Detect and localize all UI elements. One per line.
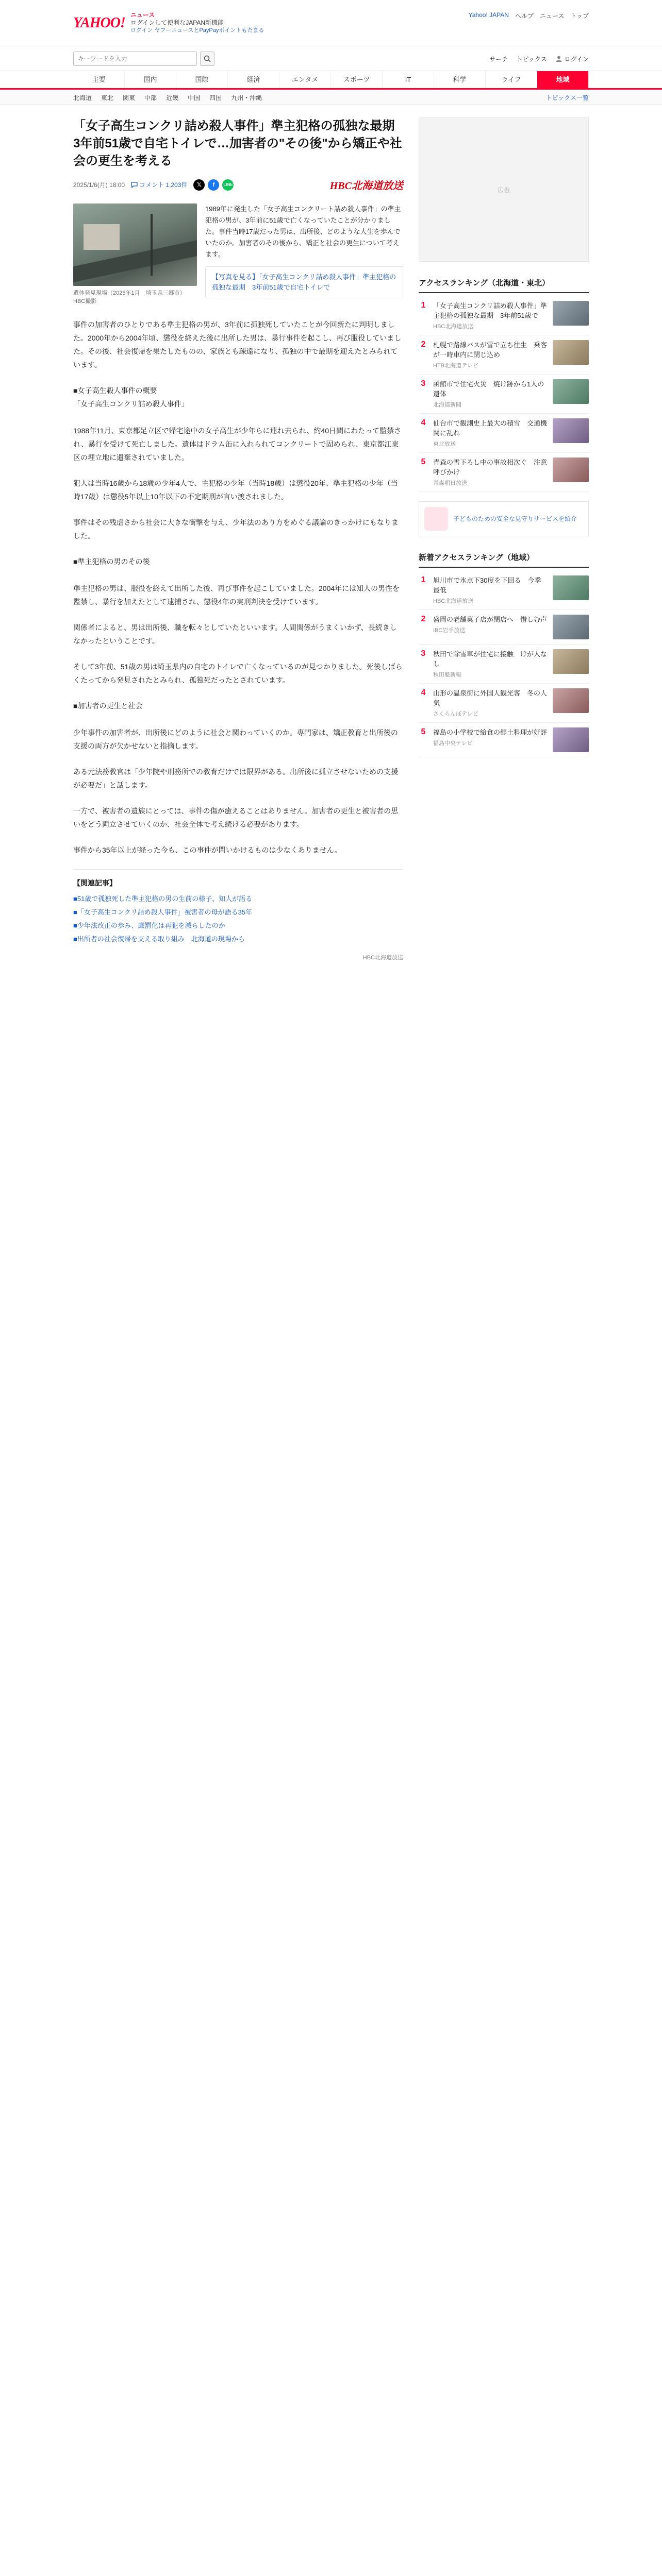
logo-area[interactable] <box>73 11 264 35</box>
ad-label: 広告 <box>497 186 510 194</box>
banner-text: 子どものための安全な見守りサービスを紹介 <box>453 515 577 522</box>
access-ranking <box>419 277 589 492</box>
related-links <box>73 869 403 945</box>
related-link[interactable]: ■少年法改正の歩み、厳罰化は再犯を減らしたのか <box>73 922 225 929</box>
rank-thumbnail <box>553 688 589 713</box>
ranking-item[interactable] <box>419 610 589 645</box>
rank-number: 5 <box>421 727 426 736</box>
search-input[interactable] <box>73 52 197 66</box>
share-x-icon[interactable]: 𝕏 <box>193 179 205 191</box>
lead-text-column <box>205 204 403 306</box>
ranking-item[interactable] <box>419 684 589 723</box>
promo-banner[interactable] <box>419 501 589 536</box>
photo-pole <box>151 214 153 276</box>
ranking-item[interactable] <box>419 645 589 684</box>
subnav-chugoku[interactable]: 中国 <box>188 94 201 101</box>
rank-source: 東北放送 <box>433 441 456 447</box>
gnav-item-it[interactable]: IT <box>383 71 434 88</box>
rank-source: 北海道新聞 <box>433 402 461 408</box>
search-form <box>73 52 214 66</box>
right-tools <box>489 55 589 63</box>
rank-number: 3 <box>421 379 426 388</box>
comment-link[interactable] <box>131 180 187 189</box>
header-link-help[interactable]: ヘルプ <box>515 12 534 20</box>
rank-body <box>433 615 548 639</box>
yahoo-logo[interactable]: YAHOO! <box>73 14 125 31</box>
rank-title: 秋田で除雪車が住宅に接触 けが人なし <box>433 650 548 668</box>
global-nav <box>0 71 662 90</box>
article-paragraph: ■準主犯格の男のその後 準主犯格の男は、服役を終えて出所した後、再び事件を起こしていました。2004年には知人の男性を監禁し、暴行を加えたとして逮捕され、懲役4年の実刑判決を受けています。 <box>73 557 400 606</box>
rank-body <box>433 575 548 605</box>
related-heading: 【関連記事】 <box>73 879 117 887</box>
gnav-item-economy[interactable]: 経済 <box>228 71 279 88</box>
rank-thumbnail <box>553 615 589 639</box>
rank-source: HTB北海道テレビ <box>433 363 478 369</box>
tool-search[interactable] <box>489 55 508 63</box>
article-lead <box>73 204 403 306</box>
top-header <box>0 0 662 46</box>
site-name: ニュース <box>130 11 155 19</box>
rank-title: 福島の小学校で給食の郷土料理が好評 <box>433 728 548 736</box>
rank-title: 「女子高生コンクリ詰め殺人事件」準主犯格の孤独な最期 3年前51歳で <box>433 302 547 319</box>
search-icon <box>204 55 211 62</box>
sidebar-ad[interactable] <box>419 117 589 262</box>
rank-body <box>433 688 548 718</box>
article-paragraph: 事件はその残虐さから社会に大きな衝撃を与え、少年法のあり方をめぐる議論のきっかけにもなりました。 <box>73 518 399 540</box>
tagline: ログインして便利なJAPAN新機能 <box>130 19 224 26</box>
rank-title: 盛岡の老舗菓子店が閉店へ 惜しむ声 <box>433 616 548 623</box>
share-buttons <box>193 179 234 191</box>
header-links <box>469 11 589 20</box>
article-paragraph: 関係者によると、男は出所後、職を転々としていたといいます。人間関係がうまくいかず、長続きしなかったということです。 <box>73 623 397 645</box>
article-credit: HBC北海道放送 <box>362 955 403 961</box>
rank-title: 仙台市で観測史上最大の積雪 交通機関に乱れ <box>433 419 548 437</box>
gnav-item-domestic[interactable]: 国内 <box>125 71 176 88</box>
rank-thumbnail <box>553 418 589 443</box>
rank-thumbnail <box>553 575 589 600</box>
sidebar <box>419 117 589 961</box>
photo-caption: 遺体発見現場（2025年1月 埼玉県三郷市）HBC撮影 <box>73 290 186 304</box>
source-name: HBC北海道放送 <box>329 180 403 192</box>
rank-body <box>433 457 548 487</box>
photo-house <box>84 224 120 250</box>
article-paragraph: そして3年前、51歳の男は埼玉県内の自宅のトイレで亡くなっているのが見つかりました。死後しばらくたってから発見されたとみられ、孤独死だったとされています。 <box>73 663 403 684</box>
rank-thumbnail <box>553 649 589 674</box>
rank-title: 札幌で路線バスが雪で立ち往生 乗客が一時車内に閉じ込め <box>433 341 548 359</box>
rank-thumbnail <box>553 379 589 404</box>
header-link-news[interactable]: ニュース <box>539 12 565 20</box>
related-link[interactable]: ■出所者の社会復帰を支える取り組み 北海道の現場から <box>73 935 245 943</box>
rank-title: 山形の温泉街に外国人観光客 冬の人気 <box>433 689 548 707</box>
ranking-item[interactable] <box>419 453 589 492</box>
subnav-tohoku[interactable]: 東北 <box>101 94 114 101</box>
gnav-item-world[interactable]: 国際 <box>176 71 228 88</box>
article-meta <box>73 177 403 192</box>
banner-icon <box>424 507 448 531</box>
lead-related-link[interactable]: 【写真を見る】「女子高生コンクリ詰め殺人事件」準主犯格の孤独な最期 3年前51歳で自宅トイレで <box>205 266 403 298</box>
rank-title: 旭川市で氷点下30度を下回る 今季最低 <box>433 577 541 594</box>
rank-body <box>433 379 548 409</box>
article-paragraph: 一方で、被害者の遺族にとっては、事件の傷が癒えることはありません。加害者の更生と被害者の思いをどう両立させていくのか、社会全体で考え続ける必要があります。 <box>73 807 399 828</box>
ranking-item[interactable] <box>419 571 589 610</box>
rank-source: 秋田魁新報 <box>433 672 461 678</box>
gnav-item-life[interactable]: ライフ <box>486 71 537 88</box>
rank-title: 青森の雪下ろし中の事故相次ぐ 注意呼びかけ <box>433 459 548 476</box>
login-label: ログイン <box>564 55 589 63</box>
rank-source: 福島中央テレビ <box>433 740 473 747</box>
logo-subtitle <box>130 11 264 35</box>
gnav-item-science[interactable]: 科学 <box>434 71 486 88</box>
rank-thumbnail <box>553 727 589 752</box>
gnav-item-entertainment[interactable]: エンタメ <box>279 71 331 88</box>
share-line-icon[interactable]: LINE <box>222 179 234 191</box>
rank-thumbnail <box>553 457 589 482</box>
ranking-item[interactable] <box>419 414 589 453</box>
rank-number: 4 <box>421 418 426 427</box>
rank-body <box>433 418 548 448</box>
subnav-kyushu[interactable]: 九州・沖縄 <box>231 94 262 101</box>
gnav-item-main[interactable]: 主要 <box>73 71 125 88</box>
header-link-top[interactable]: トップ <box>570 12 589 20</box>
lead-photo-column <box>73 204 197 306</box>
rank-body <box>433 301 548 330</box>
ranking-item[interactable] <box>419 375 589 414</box>
rank-thumbnail <box>553 301 589 326</box>
gnav-item-local[interactable]: 地域 <box>537 71 589 88</box>
subnav-shikoku[interactable]: 四国 <box>209 94 222 101</box>
source-logo[interactable] <box>330 177 403 192</box>
article-date: 2025/1/6(月) 18:00 <box>73 181 125 189</box>
comment-icon <box>131 182 138 188</box>
lead-paragraph: 1989年に発生した「女子高生コンクリート詰め殺人事件」の準主犯格の男が、3年前に51歳で亡くなっていたことが分かりました。事件当時17歳だった男は、出所後、どのような人生を歩んでいたのか。加害者のその後から、矯正と社会の更生について考えます。 <box>205 205 401 258</box>
subnav-hokkaido[interactable]: 北海道 <box>73 94 92 101</box>
related-link[interactable]: ■「女子高生コンクリ詰め殺人事件」被害者の母が語る35年 <box>73 908 253 916</box>
rank-number: 5 <box>421 457 426 466</box>
ranking-item[interactable] <box>419 723 589 757</box>
rank-body <box>433 340 548 369</box>
rank-body <box>433 649 548 679</box>
rank-source: 青森朝日放送 <box>433 480 467 486</box>
article-paragraph: ■女子高生殺人事件の概要 「女子高生コンクリ詰め殺人事件」 1988年11月、東京都足立区で帰宅途中の女子高生が少年らに連れ去られ、約40日間にわたって監禁され、暴行を受けて死亡しました。遺体はドラム缶に入れられてコンクリートで固められ、東京都江東区の埋立地に遺棄されていました。 <box>73 386 402 462</box>
rank-source: HBC北海道放送 <box>433 324 474 330</box>
article-paragraph: ■加害者の更生と社会 少年事件の加害者が、出所後にどのように社会と関わっていくのか。専門家は、矯正教育と出所後の支援の両方が欠かせないと指摘します。 <box>73 702 398 750</box>
rank-thumbnail <box>553 340 589 365</box>
tool-search-label: サーチ <box>489 55 508 63</box>
article-paragraph: ある元法務教官は「少年院や刑務所での教育だけでは限界がある。出所後に孤立させないための支援が必要だ」と話します。 <box>73 768 398 789</box>
subnav-chubu[interactable]: 中部 <box>144 94 157 101</box>
rank-number: 1 <box>421 301 426 310</box>
article-title: 「女子高生コンクリ詰め殺人事件」準主犯格の孤独な最期 3年前51歳で自宅トイレで…加害者の"その後"から矯正や社会の更生を考える <box>73 119 407 168</box>
article-paragraph: 事件から35年以上が経った今も、この事件が問いかけるものは少なくありません。 <box>73 846 342 854</box>
rank-title: 函館市で住宅火災 焼け跡から1人の遺体 <box>433 380 544 398</box>
gnav-item-sports[interactable]: スポーツ <box>331 71 383 88</box>
article-paragraph: 事件の加害者のひとりである準主犯格の男が、3年前に孤独死していたことが今回新たに判明しました。2000年から2004年頃、懲役を終えた後に出所した男は、暴行事件を起こし、再び服役していました。その後、社会復帰を果たしたものの、家族とも疎遠になり、孤独の中で最期を迎えたとみられています。 <box>73 320 402 369</box>
access-ranking-heading: アクセスランキング（北海道・東北） <box>419 277 589 293</box>
rank-body <box>433 727 548 752</box>
rank-number: 4 <box>421 688 426 697</box>
search-row <box>0 46 662 71</box>
rank-number: 3 <box>421 649 426 658</box>
subnav-kanto[interactable]: 関東 <box>123 94 136 101</box>
login-link[interactable] <box>555 55 589 63</box>
tool-topics[interactable] <box>516 55 547 63</box>
rank-number: 2 <box>421 340 426 349</box>
ranking-item[interactable] <box>419 335 589 375</box>
comment-count: コメント 1,203件 <box>139 181 188 189</box>
subnav-topics-link[interactable]: トピックス一覧 <box>545 94 589 101</box>
share-facebook-icon[interactable]: f <box>208 179 219 191</box>
lead-photo[interactable] <box>73 204 197 286</box>
rank-number: 2 <box>421 615 426 623</box>
related-link[interactable]: ■51歳で孤独死した準主犯格の男の生前の様子、知人が語る <box>73 895 253 903</box>
user-icon <box>555 55 562 62</box>
article-paragraph: 犯人は当時16歳から18歳の少年4人で、主犯格の少年（当時18歳）は懲役20年、準主犯格の少年（当時17歳）は懲役5年以上10年以下の不定期刑が言い渡されました。 <box>73 479 398 501</box>
rank-source: さくらんぼテレビ <box>433 711 478 717</box>
header-link-yahoo-japan[interactable]: Yahoo! JAPAN <box>468 11 509 19</box>
rank-source: HBC北海道放送 <box>433 598 474 604</box>
tagline-login[interactable]: ログイン ヤフーニュースとPayPayポイントもたまる <box>130 27 264 33</box>
tool-topics-label: トピックス <box>516 55 547 63</box>
region-subnav <box>0 90 662 105</box>
local-ranking-heading: 新着アクセスランキング（地域） <box>419 552 589 568</box>
rank-number: 1 <box>421 575 426 584</box>
rank-source: IBC岩手放送 <box>433 628 466 634</box>
subnav-kinki[interactable]: 近畿 <box>166 94 179 101</box>
article <box>73 117 407 961</box>
search-button[interactable] <box>200 52 214 66</box>
ranking-item[interactable] <box>419 296 589 335</box>
local-ranking <box>419 552 589 757</box>
